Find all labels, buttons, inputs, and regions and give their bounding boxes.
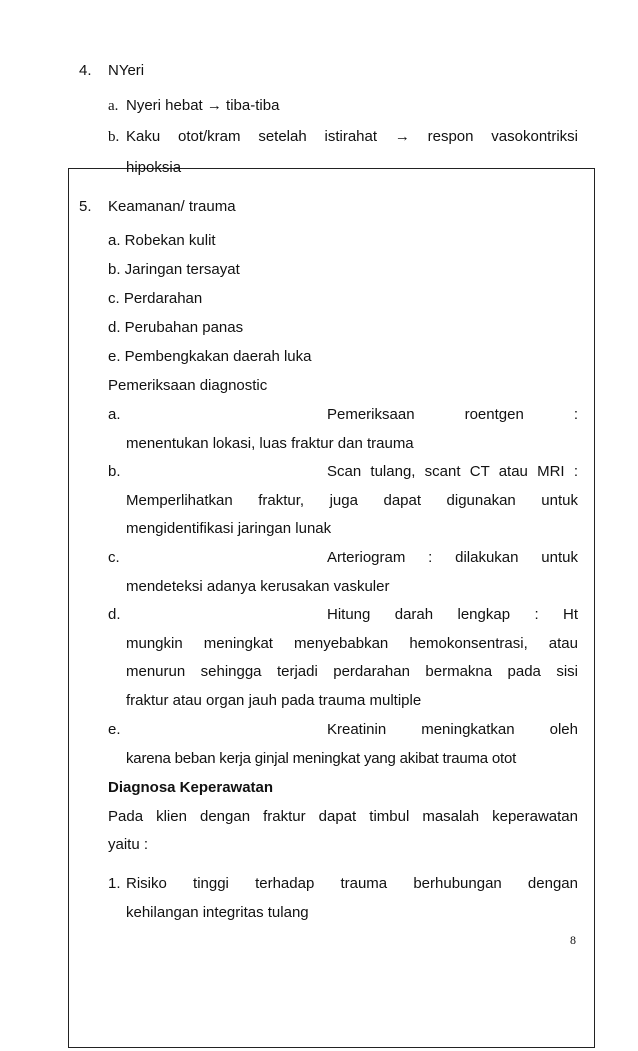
section5-item: d. Perubahan panas	[108, 319, 244, 336]
diagnostic-item-e-line: karena beban kerja ginjal meningkat yang akibat trauma otot	[126, 750, 517, 767]
nursing-paragraph-line: yaitu :	[108, 836, 149, 853]
section5-number: 5.	[79, 198, 92, 215]
diagnostic-item-b-line: Scan tulang, scant CT atau MRI :	[327, 463, 578, 480]
diagnostic-item-a-label: a.	[108, 406, 121, 423]
nursing-item-1-line: Risiko tinggi terhadap trauma berhubungan dengan	[126, 875, 578, 892]
nursing-paragraph-line: Pada klien dengan fraktur dapat timbul masalah keperawatan	[108, 808, 578, 825]
diagnostic-item-d-line: fraktur atau organ jauh pada trauma multiple	[126, 692, 422, 709]
section4-item-b-text: Kaku otot/kram setelah istirahat → respon vasokontriksi	[126, 128, 578, 145]
diagnostic-heading: Pemeriksaan diagnostic	[108, 377, 268, 394]
section4-item-b-continuation: hipoksia	[126, 159, 182, 176]
section5-item: b. Jaringan tersayat	[108, 261, 240, 278]
diagnostic-item-d-line: Hitung darah lengkap : Ht	[327, 606, 578, 623]
section4-title: NYeri	[108, 62, 145, 79]
nursing-item-1-label: 1.	[108, 875, 121, 892]
section5-item: e. Pembengkakan daerah luka	[108, 348, 312, 365]
diagnostic-item-a-line: Pemeriksaan roentgen :	[327, 406, 578, 423]
diagnostic-item-e-label: e.	[108, 721, 121, 738]
section5-item: c. Perdarahan	[108, 290, 203, 307]
section4-item-b-label: b.	[108, 129, 120, 145]
nursing-item-1-line: kehilangan integritas tulang	[126, 904, 309, 921]
section5-title: Keamanan/ trauma	[108, 198, 236, 215]
diagnostic-item-d-line: menurun sehingga terjadi perdarahan bermakna pada sisi	[126, 663, 578, 680]
diagnostic-item-a-line: menentukan lokasi, luas fraktur dan trauma	[126, 435, 414, 452]
diagnostic-item-b-line: mengidentifikasi jaringan lunak	[126, 520, 332, 537]
diagnostic-item-e-line: Kreatinin meningkatkan oleh	[327, 721, 578, 738]
diagnostic-item-d-line: mungkin meningkat menyebabkan hemokonsentrasi, atau	[126, 635, 578, 652]
page-number: 8	[570, 933, 576, 947]
section4-item-a-label: a.	[108, 98, 119, 114]
section5-item: a. Robekan kulit	[108, 232, 216, 249]
section4-item-a-text: Nyeri hebat → tiba-tiba	[126, 97, 280, 114]
section4-number: 4.	[79, 62, 92, 79]
diagnostic-item-c-line: Arteriogram : dilakukan untuk	[327, 549, 578, 566]
diagnostic-item-b-line: Memperlihatkan fraktur, juga dapat digunakan untuk	[126, 492, 578, 509]
diagnostic-item-c-line: mendeteksi adanya kerusakan vaskuler	[126, 578, 390, 595]
diagnostic-item-d-label: d.	[108, 606, 121, 623]
diagnostic-item-b-label: b.	[108, 463, 121, 480]
nursing-heading: Diagnosa Keperawatan	[108, 779, 274, 796]
diagnostic-item-c-label: c.	[108, 549, 120, 566]
